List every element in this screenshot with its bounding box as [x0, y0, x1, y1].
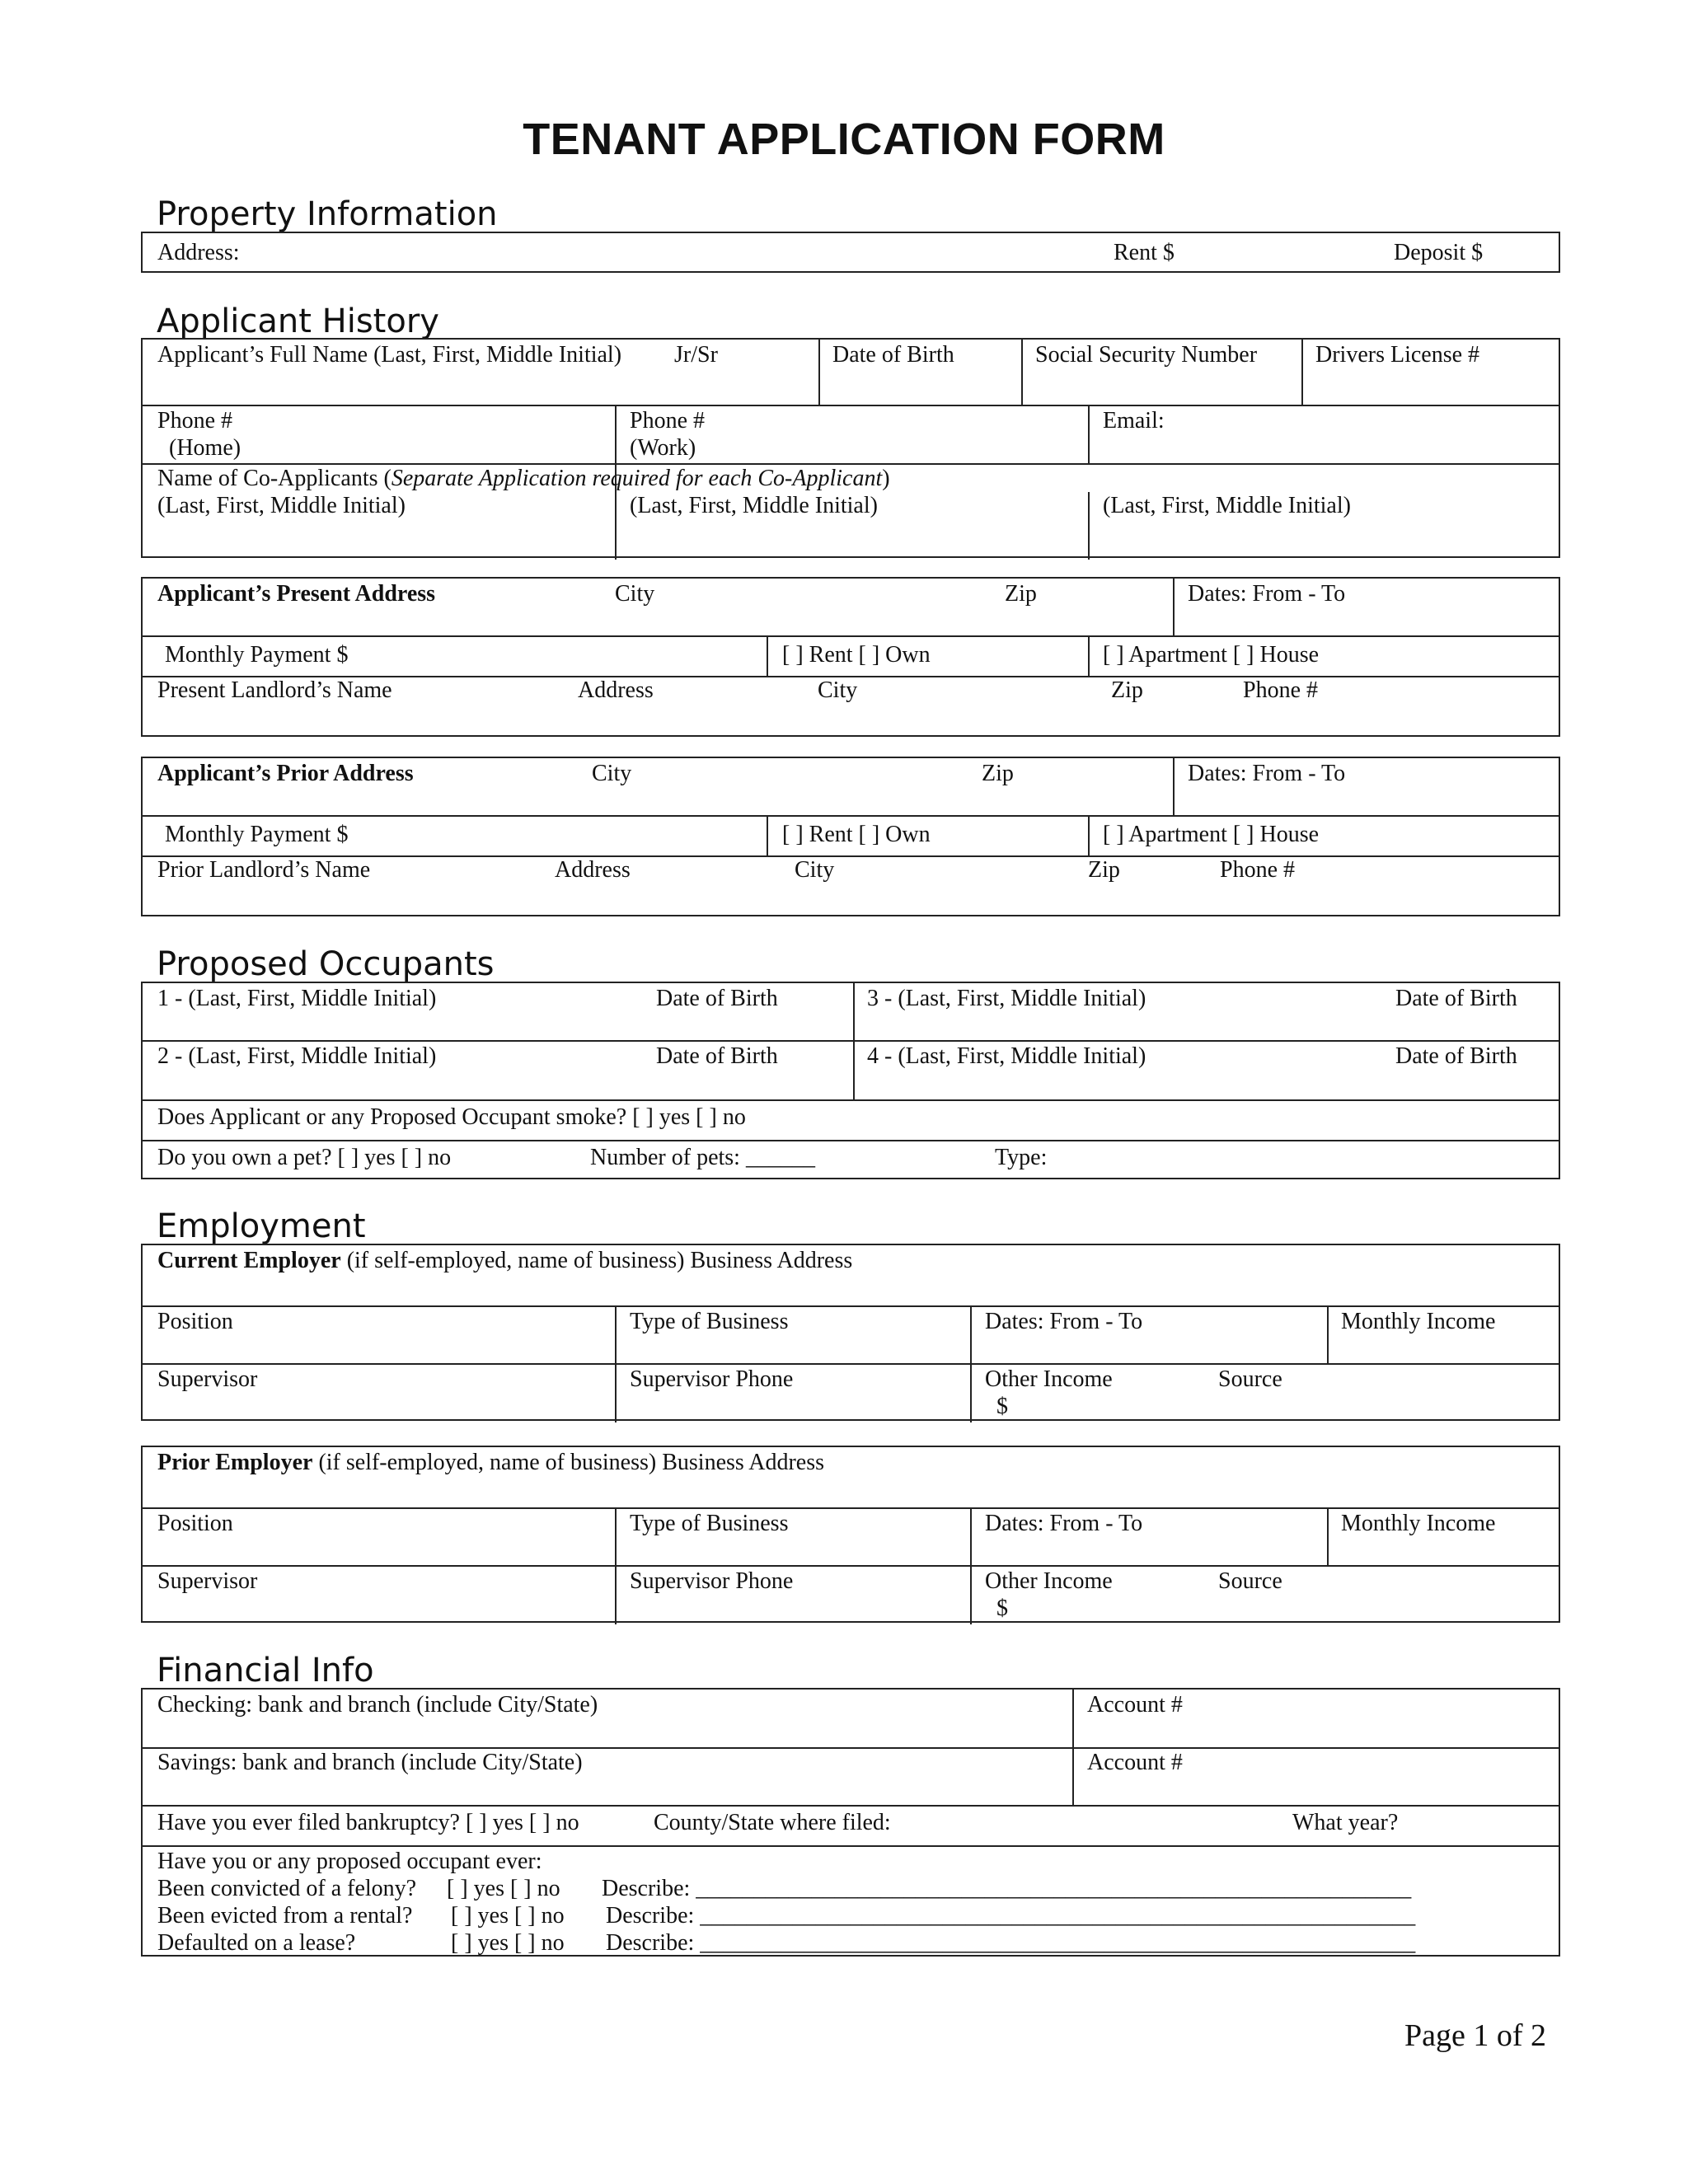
applicant-license-field[interactable]: Drivers License # [1315, 342, 1480, 368]
pet-type-field[interactable]: Type: [995, 1145, 1048, 1170]
property-box [141, 232, 1560, 273]
divider [1301, 340, 1303, 405]
prior-landlord-phone-field[interactable]: Phone # [1220, 857, 1295, 883]
checking-account-field[interactable]: Account # [1087, 1692, 1183, 1718]
smoke-checkboxes[interactable]: Does Applicant or any Proposed Occupant smoke? [ ] yes [ ] no [157, 1104, 746, 1130]
divider [143, 1040, 1559, 1042]
current-employer-box [141, 1244, 1560, 1421]
prior-employer-box [141, 1446, 1560, 1623]
occupant-4-field[interactable]: 4 - (Last, First, Middle Initial) [867, 1043, 1146, 1069]
occupant-1-field[interactable]: 1 - (Last, First, Middle Initial) [157, 986, 437, 1011]
divider [1327, 1305, 1329, 1363]
present-monthly-field[interactable]: Monthly Payment $ [165, 642, 349, 668]
divider [143, 405, 1559, 406]
bankruptcy-year-field[interactable]: What year? [1292, 1810, 1399, 1835]
current-position-field[interactable]: Position [157, 1309, 233, 1334]
phone-home-field[interactable]: (Home) [169, 435, 241, 461]
current-other-income-field[interactable]: Other Income [985, 1366, 1113, 1392]
coapplicant-1-field[interactable]: (Last, First, Middle Initial) [157, 493, 406, 518]
applicant-dob-field[interactable]: Date of Birth [832, 342, 954, 368]
section-occupants: Proposed Occupants [157, 945, 495, 983]
section-financial: Financial Info [157, 1652, 374, 1690]
page-title: TENANT APPLICATION FORM [523, 115, 1165, 164]
bankruptcy-county-field[interactable]: County/State where filed: [654, 1810, 891, 1835]
current-dates-field[interactable]: Dates: From - To [985, 1309, 1143, 1334]
divider [615, 1305, 617, 1422]
present-zip-field[interactable]: Zip [1005, 581, 1037, 607]
divider [767, 815, 768, 855]
prior-position-field[interactable]: Position [157, 1511, 233, 1536]
divider [853, 983, 855, 1099]
evicted-label: Been evicted from a rental? [157, 1903, 413, 1929]
occupant-3-field[interactable]: 3 - (Last, First, Middle Initial) [867, 986, 1146, 1011]
number-of-pets-field[interactable]: Number of pets: ______ [590, 1145, 815, 1170]
prior-rent-own-checkboxes[interactable]: [ ] Rent [ ] Own [782, 822, 931, 847]
prior-address-field[interactable]: Applicant’s Prior Address [157, 761, 414, 786]
divider [767, 635, 768, 676]
present-landlord-field[interactable]: Present Landlord’s Name [157, 677, 392, 703]
prior-supervisor-field[interactable]: Supervisor [157, 1568, 258, 1594]
occupant-2-dob-field[interactable]: Date of Birth [656, 1043, 778, 1069]
occupant-3-dob-field[interactable]: Date of Birth [1395, 986, 1517, 1011]
page-number: Page 1 of 2 [1404, 2018, 1546, 2053]
divider [1173, 579, 1175, 635]
bankruptcy-checkboxes[interactable]: Have you ever filed bankruptcy? [ ] yes [ ] no [157, 1810, 579, 1835]
current-other-income-dollar: $ [996, 1394, 1008, 1419]
divider [143, 1507, 1559, 1509]
current-supervisor-phone-field[interactable]: Supervisor Phone [630, 1366, 794, 1392]
phone-work-field[interactable]: (Work) [630, 435, 696, 461]
savings-account-field[interactable]: Account # [1087, 1750, 1183, 1775]
defaulted-describe-field[interactable]: Describe: ______________________________________________________________ [606, 1930, 1416, 1956]
prior-other-income-dollar: $ [996, 1596, 1008, 1621]
present-dates-field[interactable]: Dates: From - To [1188, 581, 1346, 607]
applicant-name-field[interactable]: Applicant’s Full Name (Last, First, Middle Initial) [157, 342, 622, 368]
coapplicant-2-field[interactable]: (Last, First, Middle Initial) [630, 493, 878, 518]
divider [970, 1507, 972, 1624]
prior-city-field[interactable]: City [592, 761, 632, 786]
present-landlord-phone-field[interactable]: Phone # [1243, 677, 1318, 703]
present-landlord-zip-field[interactable]: Zip [1111, 677, 1143, 703]
applicant-ssn-field[interactable]: Social Security Number [1035, 342, 1258, 368]
current-source-field[interactable]: Source [1218, 1366, 1282, 1392]
divider [1088, 492, 1090, 560]
divider [143, 1845, 1559, 1847]
occupants-box [141, 982, 1560, 1179]
present-address-field[interactable]: Applicant’s Present Address [157, 581, 436, 607]
prior-landlord-zip-field[interactable]: Zip [1088, 857, 1120, 883]
present-apt-house-checkboxes[interactable]: [ ] Apartment [ ] House [1103, 642, 1320, 668]
divider [143, 1099, 1559, 1101]
divider [143, 1565, 1559, 1567]
section-applicant: Applicant History [157, 302, 439, 340]
evicted-checkboxes[interactable]: [ ] yes [ ] no [451, 1903, 565, 1929]
divider [143, 1305, 1559, 1307]
prior-landlord-address-field[interactable]: Address [555, 857, 631, 883]
present-city-field[interactable]: City [615, 581, 655, 607]
pet-checkboxes[interactable]: Do you own a pet? [ ] yes [ ] no [157, 1145, 452, 1170]
prior-apt-house-checkboxes[interactable]: [ ] Apartment [ ] House [1103, 822, 1320, 847]
divider [818, 340, 820, 405]
divider [143, 1140, 1559, 1141]
financial-box [141, 1688, 1560, 1957]
present-landlord-city-field[interactable]: City [818, 677, 858, 703]
divider [143, 1363, 1559, 1365]
divider [143, 1805, 1559, 1807]
divider [1072, 1690, 1074, 1805]
prior-monthly-income-field[interactable]: Monthly Income [1341, 1511, 1496, 1536]
prior-source-field[interactable]: Source [1218, 1568, 1282, 1594]
property-deposit-field[interactable]: Deposit $ [1394, 240, 1484, 265]
divider [1088, 815, 1090, 855]
present-rent-own-checkboxes[interactable]: [ ] Rent [ ] Own [782, 642, 931, 668]
occupant-2-field[interactable]: 2 - (Last, First, Middle Initial) [157, 1043, 437, 1069]
prior-zip-field[interactable]: Zip [982, 761, 1014, 786]
prior-other-income-field[interactable]: Other Income [985, 1568, 1113, 1594]
current-employer-field[interactable]: Current Employer (if self-employed, name of business) Business Address [157, 1248, 853, 1273]
felony-describe-field[interactable]: Describe: ______________________________________________________________ [602, 1876, 1412, 1901]
divider [1088, 635, 1090, 676]
divider [615, 1507, 617, 1624]
property-rent-field[interactable]: Rent $ [1114, 240, 1175, 265]
prior-employer-field[interactable]: Prior Employer (if self-employed, name of business) Business Address [157, 1450, 825, 1475]
current-supervisor-field[interactable]: Supervisor [157, 1366, 258, 1392]
coapplicants-label: Name of Co-Applicants (Separate Application required for each Co-Applicant) [157, 466, 890, 491]
prior-monthly-field[interactable]: Monthly Payment $ [165, 822, 349, 847]
phone-work-label: Phone # [630, 408, 705, 434]
divider [970, 1305, 972, 1422]
occupant-1-dob-field[interactable]: Date of Birth [656, 986, 778, 1011]
prior-dates-field[interactable]: Dates: From - To [985, 1511, 1143, 1536]
felony-label: Been convicted of a felony? [157, 1876, 417, 1901]
divider [1021, 340, 1023, 405]
evicted-describe-field[interactable]: Describe: ______________________________________________________________ [606, 1903, 1416, 1929]
phone-home-label: Phone # [157, 408, 232, 434]
divider [143, 635, 1559, 637]
checking-bank-field[interactable]: Checking: bank and branch (include City/State) [157, 1692, 598, 1718]
prior-dates-field[interactable]: Dates: From - To [1188, 761, 1346, 786]
current-type-business-field[interactable]: Type of Business [630, 1309, 789, 1334]
felony-checkboxes[interactable]: [ ] yes [ ] no [447, 1876, 560, 1901]
defaulted-checkboxes[interactable]: [ ] yes [ ] no [451, 1930, 565, 1956]
applicant-box [141, 338, 1560, 558]
divider [1173, 758, 1175, 815]
divider [143, 815, 1559, 817]
section-employment: Employment [157, 1207, 366, 1245]
section-property: Property Information [157, 195, 498, 233]
present-landlord-address-field[interactable]: Address [578, 677, 654, 703]
property-address-field[interactable]: Address: [157, 240, 240, 265]
savings-bank-field[interactable]: Savings: bank and branch (include City/State) [157, 1750, 583, 1775]
current-monthly-income-field[interactable]: Monthly Income [1341, 1309, 1496, 1334]
divider [1088, 405, 1090, 463]
divider [1327, 1507, 1329, 1565]
history-intro-label: Have you or any proposed occupant ever: [157, 1849, 542, 1874]
email-field[interactable]: Email: [1103, 408, 1165, 434]
prior-landlord-field[interactable]: Prior Landlord’s Name [157, 857, 371, 883]
applicant-jrsr-label: Jr/Sr [674, 342, 718, 368]
present-address-box [141, 577, 1560, 737]
prior-supervisor-phone-field[interactable]: Supervisor Phone [630, 1568, 794, 1594]
prior-address-box [141, 757, 1560, 916]
coapplicant-3-field[interactable]: (Last, First, Middle Initial) [1103, 493, 1351, 518]
prior-landlord-city-field[interactable]: City [795, 857, 835, 883]
occupant-4-dob-field[interactable]: Date of Birth [1395, 1043, 1517, 1069]
prior-type-business-field[interactable]: Type of Business [630, 1511, 789, 1536]
defaulted-label: Defaulted on a lease? [157, 1930, 356, 1956]
